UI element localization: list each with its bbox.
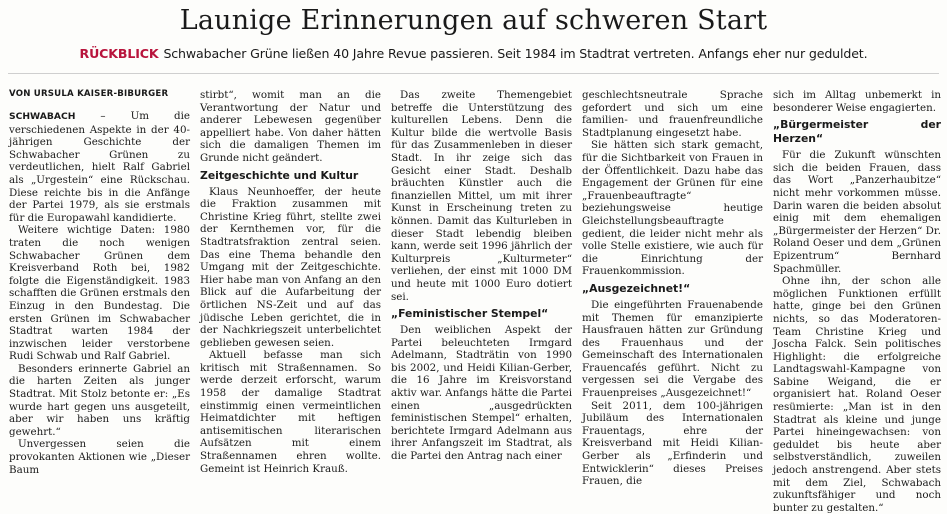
paragraph: geschlechtsneutrale Sprache gefordert und sich um eine familien- und frauenfreundliche Stadtplanung eingesetzt habe. <box>582 89 763 139</box>
headline: Launige Erinnerungen auf schweren Start <box>179 5 768 36</box>
paragraph: stirbt“, womit man an die Verantwortung der Natur und anderer Lebewesen gegenüber appelliert habe. Von daher hätten sich die damaligen Themen im Grunde nicht geändert. <box>200 89 381 164</box>
paragraph: Aktuell befasse man sich kritisch mit Straßennamen. So werde derzeit erforscht, warum 1958 der damalige Stadtrat einstimmig einen vermeintlichen Heimatdichter mit heftigen antisemitischen literarischen Aufsätzen mit einem Straßennamen ehren wollte. Gemeint ist Heinrich Krauß. <box>200 349 381 475</box>
section-heading: „Feministischer Stempel“ <box>391 307 549 321</box>
paragraph: Ohne ihn, der schon alle möglichen Funktionen erfüllt hatte, ginge bei den Grünen nichts, so das Moderatoren-Team Christine Krieg und Joscha Falck. Sein politisches Highlight: die erfolgreiche Landtagswahl-Kampagne von Sabine Weigand, die er organisiert hat. Roland Oeser resümierte: „Man ist in den Stadtrat als kleine und junge Partei hineingewachsen: von geduldet bis heute aber selbstverständlich, zuweilen jedoch anstrengend. Aber stets mit dem Ziel, Schwabach zukunftsfähiger und noch bunter zu gestalten.“ <box>773 275 941 514</box>
paragraph: SCHWABACH – Um die verschiedenen Aspekte in der 40-jährigen Geschichte der Schwabacher Grünen zu verdeutlichen, hielt Ralf Gabriel als „Urgestein“ eine Rückschau. Diese reichte bis in die Anfänge der Partei 1979, als sie erstmals für die Europawahl kandidierte. <box>9 110 190 224</box>
section-heading: „Bürgermeister der Herzen“ <box>773 118 941 146</box>
paragraph: Weitere wichtige Daten: 1980 traten die noch wenigen Schwabacher Grünen dem Kreisverband Roth bei, 1982 folgte die Eigenständigkeit. 1983 schafften die Grünen erstmals den Einzug in den Bundestag. Die ersten Grünen im Schwabacher Stadtrat warten 1984 der inzwischen leider verstorbene Rudi Schwab und Ralf Gabriel. <box>9 224 190 363</box>
paragraph: Seit 2011, dem 100-jährigen Jubiläum des Internationalen Frauentags, ehre der Kreisverband mit Heidi Kilian-Gerber als „Erfinderin und Entwicklerin“ dieses Preises Frauen, die <box>582 399 763 488</box>
paragraph: Für die Zukunft wünschten sich die beiden Frauen, dass das Wort „Panzerhaubitze“ nicht mehr vorkommen müsse. Darin waren die beiden absolut einig mit dem ehemaligen „Bürgermeister der Herzen“ Dr. Roland Oeser und dem „Grünen Epizentrum“ Bernhard Spachmüller. <box>773 149 941 275</box>
subheadline <box>0 45 947 62</box>
paragraph: Den weiblichen Aspekt der Partei beleuchteten Irmgard Adelmann, Stadträtin von 1990 bis 2002, und Heidi Kilian-Gerber, die 16 Jahre im Kreisvorstand aktiv war. Anfangs hätte die Partei einen „ausgedrückten feministischen Stempel“ erhalten, berichtete Irmgard Adelmann aus ihrer Anfangszeit im Stadtrat, als die Partei den Antrag nach einer <box>391 324 572 463</box>
article-column-3 <box>391 89 572 463</box>
paragraph: Besonders erinnerte Gabriel an die harten Zeiten als junger Stadtrat. Mit Stolz betonte er: „Es wurde hart gegen uns ausgeteilt, aber wir haben uns kräftig gewehrt.“ <box>9 362 190 438</box>
subheadline-text: Schwabacher Grüne ließen 40 Jahre Revue passieren. Seit 1984 im Stadtrat vertreten. Anfangs eher nur geduldet. <box>163 46 868 61</box>
header-divider <box>8 73 939 74</box>
article-column-4 <box>582 89 763 488</box>
article-column-2 <box>200 89 381 475</box>
paragraph: Unvergessen seien die provokanten Aktionen wie „Dieser Baum <box>9 438 190 476</box>
paragraph: sich im Alltag unbemerkt in besonderer Weise engagierten. <box>773 89 941 114</box>
paragraph: Das zweite Themengebiet betreffe die Unterstützung des kulturellen Lebens. Denn die Kultur bilde die wertvolle Basis für das Zusammenleben in dieser Stadt. In ihr zeige sich das Gesicht einer Stadt. Deshalb bräuchten Künstler auch die finanziellen Mittel, um mit ihrer Kunst in Erscheinung treten zu können. Damit das Kulturleben in dieser Stadt lebendig bleiben kann, werde seit 1996 jährlich der Kulturpreis „Kulturmeter“ verliehen, der einst mit 1000 DM und heute mit 1000 Euro dotiert sei. <box>391 89 572 303</box>
dateline: SCHWABACH <box>9 111 76 122</box>
author-byline: VON URSULA KAISER-BIBURGER <box>9 89 169 99</box>
section-heading: Zeitgeschichte und Kultur <box>200 168 359 182</box>
paragraph: Die eingeführten Frauenabende mit Themen für emanzipierte Hausfrauen hätten zur Gründung des Frauenhaus und der Gemeinschaft des Internationalen Frauencafés geführt. Nicht zu vergessen sei die Vergabe des Frauenpreises „Ausgezeichnet!“ <box>582 298 763 400</box>
paragraph: Klaus Neunhoeffer, der heute die Fraktion zusammen mit Christine Krieg führt, stellte zwei der Kernthemen vor, für die Stadtratsfraktion zentral seien. Das eine Thema behandle den Umgang mit der Zeitgeschichte. Hier habe man von Anfang an den Blick auf die Aufarbeitung der örtlichen NS-Zeit und auf das jüdische Leben gerichtet, die in der Nachkriegszeit unterbelichtet geblieben gewesen seien. <box>200 185 381 349</box>
article-column-5 <box>773 89 941 514</box>
paragraph: Sie hätten sich stark gemacht, für die Sichtbarkeit von Frauen in der Öffentlichkeit. Dazu habe das Engagement der Grünen für eine „Frauenbeauftragte“ beziehungsweise heutige Gleichstellungsbeauftragte gedient, die leider nicht mehr als volle Stelle existiere, wie auch für die Einrichtung der Frauenkommission. <box>582 139 763 278</box>
article-column-1 <box>9 89 190 476</box>
kicker-label: RÜCKBLICK <box>79 46 159 61</box>
section-heading: „Ausgezeichnet!“ <box>582 281 691 295</box>
